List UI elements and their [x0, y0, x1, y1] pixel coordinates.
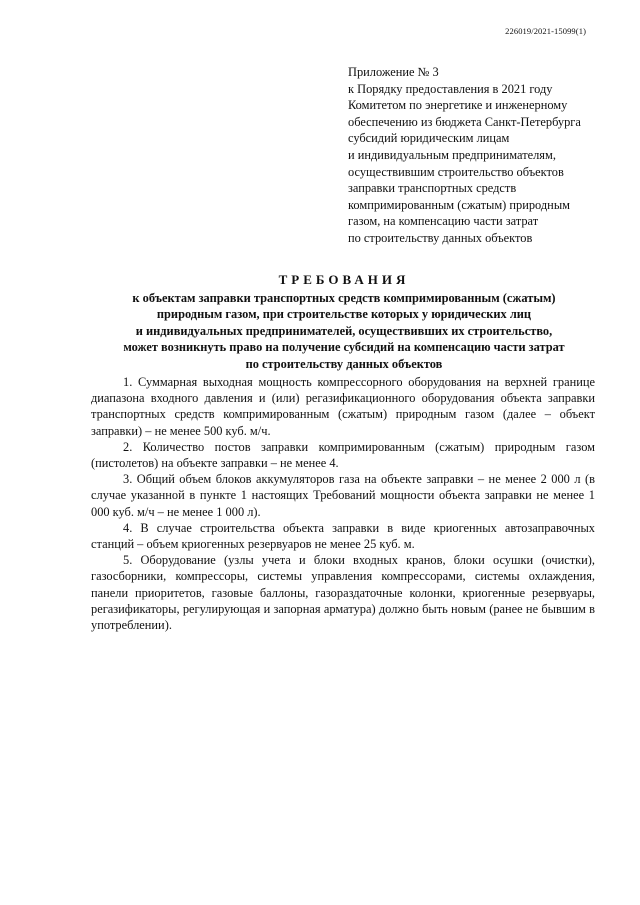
appendix-line: по строительству данных объектов: [348, 230, 533, 245]
requirement-item: 4. В случае строительства объекта заправки в виде криогенных автозаправочных станций – объем криогенных резервуаров не менее 25 куб. м.: [91, 520, 595, 552]
appendix-line: обеспечению из бюджета Санкт-Петербурга: [348, 114, 581, 129]
appendix-line: субсидий юридическим лицам: [348, 131, 510, 146]
requirement-item: 3. Общий объем блоков аккумуляторов газа на объекте заправки – не менее 2 000 л (в случае указанной в пункте 1 настоящих Требований мощности объекта заправки не менее 1 000 куб. м/ч – не менее 1 000 л).: [91, 472, 595, 519]
document-subtitle-line: природным газом, при строительстве которых у юридических лиц: [156, 307, 532, 321]
document-subtitle-line: к объектам заправки транспортных средств компримированным (сжатым): [132, 290, 556, 305]
appendix-line: осуществившим строительство объектов: [348, 164, 564, 179]
appendix-header: [348, 64, 608, 247]
document-subtitle-line: и индивидуальных предпринимателей, осуществивших их строительство,: [135, 323, 553, 338]
appendix-line: Комитетом по энергетике и инженерному: [348, 98, 568, 113]
document-subtitle-line: может возникнуть право на получение субсидий на компенсацию части затрат: [123, 340, 565, 354]
document-subtitle-line: по строительству данных объектов: [245, 356, 443, 371]
requirements-list: [91, 374, 595, 633]
requirement-item: 5. Оборудование (узлы учета и блоки входных кранов, блоки осушки (очистки), газосборники, компрессоры, системы управления компрессорами, системы охлаждения, панели приоритетов, газовые баллоны, газораздаточные колонки, криогенные резервуары, регазификаторы, регулирующая и запорная арматура) должно быть новым (ранее не бывшим в употреблении).: [91, 553, 595, 633]
appendix-line: газом, на компенсацию части затрат: [348, 214, 539, 229]
requirement-item: 2. Количество постов заправки компримированным (сжатым) природным газом (пистолетов) на объекте заправки – не менее 4.: [91, 439, 595, 471]
appendix-line: заправки транспортных средств: [348, 181, 517, 196]
appendix-line: и индивидуальным предпринимателям,: [348, 147, 556, 162]
document-heading: [80, 272, 608, 372]
requirement-item: 1. Суммарная выходная мощность компрессорного оборудования на верхней границе диапазона входного давления и (или) регазификационного оборудования объекта заправки транспортных средств компримированным (сжатым) природным газом (далее – объект заправки) – не менее 500 куб. м/ч.: [91, 375, 595, 438]
document-title: ТРЕБОВАНИЯ: [278, 272, 410, 287]
appendix-line: к Порядку предоставления в 2021 году: [348, 81, 553, 96]
appendix-line: компримированным (сжатым) природным: [348, 197, 570, 212]
document-registration-number: 226019/2021-15099(1): [505, 26, 586, 36]
appendix-line: Приложение № 3: [348, 65, 439, 79]
